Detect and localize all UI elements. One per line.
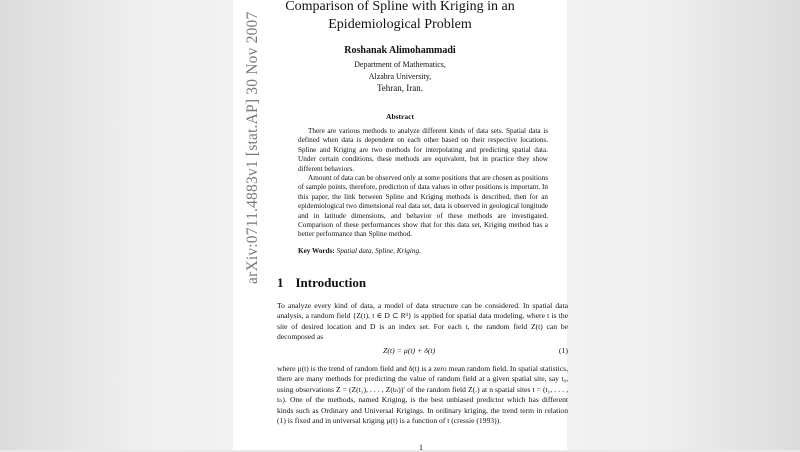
intro-paragraph-1-text: To analyze every kind of data, a model of data structure can be considered. In spatial data analysis, a random field {Z(t), t ∈ D ⊂ Rᵈ} is applied for spatial data modeling, where t is the site of desired location and D is an index set. For each t, the random field Z(t) can be decomposed as <box>277 301 568 342</box>
viewer-right-margin <box>567 0 800 450</box>
abstract-heading: Abstract <box>386 112 414 121</box>
keywords <box>298 247 421 255</box>
intro-paragraph-1 <box>277 301 568 343</box>
paper-title-line-2: Epidemiological Problem <box>328 17 472 32</box>
abstract-paragraph-1: There are various methods to analyze different kinds of data sets. Spatial data is defined when data is dependent on each other based on their respective locations. Spline and Kriging are two methods for interpolating and predicting spatial data. Under certain conditions, these methods are equivalent, but in practice they show different behaviors. <box>298 127 548 173</box>
keywords-label: Key Words: <box>298 247 335 255</box>
section-title: Introduction <box>295 275 367 290</box>
affiliation-university: Alzahra University, <box>368 72 432 81</box>
section-heading <box>277 275 378 291</box>
keywords-list: Spatial data, Spline, Kriging. <box>336 247 421 255</box>
paper-title-line-1: Comparison of Spline with Kriging in an <box>285 0 515 14</box>
intro-paragraph-2-text: where μ(t) is the trend of random field and δ(t) is a zero mean random field. In spatial statistics, there are many methods for predicting the value of random field at a given spatial site, say t₀, using observations Z = (Z(t₁), . . . , Z(tₙ))′ of the random field Z(.) at n spatial sites t = (t₁, . . . , tₙ). One of the methods, named Kriging, is the best unbiased predictor which has different kinds such as Ordinary and Universal Krigings. In ordinary kriging, the trend term in relation (1) is fixed and in universal kriging μ(t) is a function of t (cressie (1993)). <box>277 364 568 426</box>
abstract-paragraph-2: Amount of data can be observed only at some positions that are chosen as positions of sample points, therefore, prediction of data values in other positions is important. In this paper, the link between Spline and Kriging methods is described, then for an epidemiological two dimensional real data set, data is observed in geological longitude and in latitude dimensions, and behavior of these methods are investigated. Comparison of these performances show that for this data set, Kriging method has a better performance than Spline method. <box>298 174 548 239</box>
affiliation-city: Tehran, Iran. <box>376 83 424 93</box>
intro-paragraph-2 <box>277 364 568 426</box>
affiliation-department: Department of Mathematics, <box>354 60 446 69</box>
author-name: Roshanak Alimohammadi <box>344 45 456 56</box>
abstract-body <box>298 127 548 240</box>
page-number: 1 <box>419 443 423 452</box>
arxiv-stamp: arXiv:0711.4883v1 [stat.AP] 30 Nov 2007 <box>244 11 261 284</box>
equation-number: (1) <box>558 346 568 355</box>
equation-formula: Z(t) = μ(t) + δ(t) <box>383 346 436 355</box>
viewer-left-margin <box>0 0 233 450</box>
section-number: 1 <box>277 275 284 290</box>
